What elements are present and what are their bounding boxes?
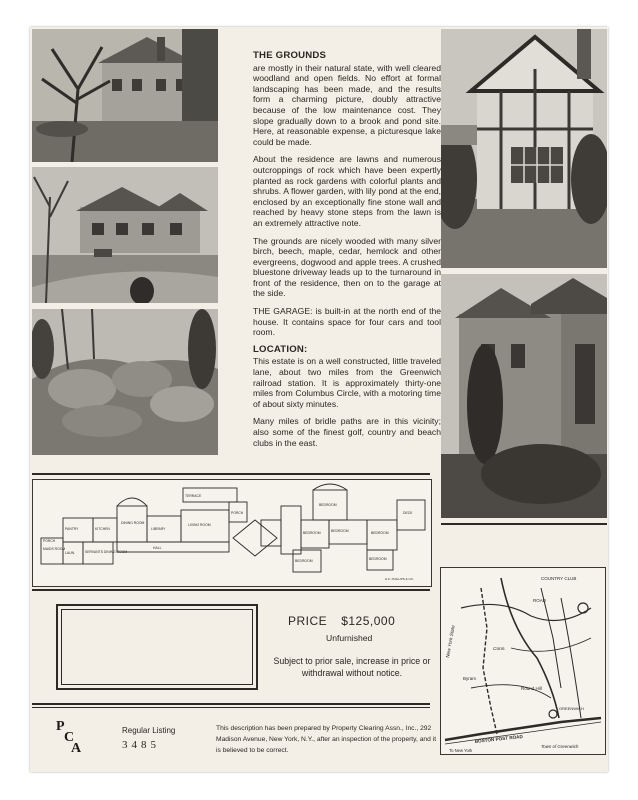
plan-room-label: LIVING ROOM [188, 523, 211, 527]
map-label-town: Town of Greenwich [541, 744, 579, 749]
plan-room-label: TERRACE [185, 494, 202, 498]
map-label-byram: Byram [463, 676, 477, 681]
price-amount: $125,000 [341, 614, 396, 628]
grounds-heading: THE GROUNDS [253, 50, 327, 61]
plan-room-label: PORCH [43, 539, 56, 543]
map-label-round-hill: Round Hill [521, 686, 542, 691]
logo-letter-c: C [64, 730, 75, 745]
pca-logo [54, 717, 84, 753]
blank-photo-frame [56, 604, 258, 690]
plan-credit: H.K. PHILLIPS & CO. [385, 577, 414, 581]
photo-stone-wing [441, 274, 607, 518]
plan-room-label: SERVANTS DINING ROOM [85, 550, 128, 554]
map-label-ny-state: New York State [446, 624, 457, 659]
listing-label: Regular Listing [122, 726, 176, 735]
divider-rule [32, 473, 430, 475]
photo-house-rear [32, 29, 218, 162]
plan-room-label: MAIDS ROOM [43, 547, 66, 551]
price-line [288, 614, 395, 628]
location-paragraph-2: Many miles of bridle paths are in this vicinity; also some of the finest golf, country and beach clubs in the east. [253, 416, 441, 448]
grounds-paragraph-1: are mostly in their natural state, with well cleared woodland and open fields. No effort at formal landscaping has been made, and the results form a charming picture, doubly attractive because of the low maintenance cost. They slope gradually down to a brook and pond site. Here, at reasonable expense, a picturesque lake could be made. [253, 62, 441, 147]
logo-letter-p: P [56, 719, 65, 734]
plan-room-label: LIBRARY [151, 527, 166, 531]
disclaimer-text: This description has been prepared by Property Clearing Assn., Inc., 292 Madison Avenue, New York, N.Y., after an inspection of the property, and it is believed to be correct. [216, 725, 437, 754]
garage-heading: THE GARAGE: [253, 306, 313, 317]
divider-rule [441, 523, 607, 525]
plan-labels [43, 494, 413, 563]
map-label-to-ny: To New York [449, 748, 473, 753]
divider-rule [32, 589, 430, 591]
plan-room-label: BEDROOM [371, 531, 389, 535]
description-column [253, 49, 441, 455]
location-paragraph-1: This estate is on a well constructed, little traveled lane, about two miles from the Greenwich railroad station. It is approximately thirty-one miles from Columbus Circle, with a motoring time of about sixty minutes. [253, 356, 441, 409]
grounds-paragraph-3: The grounds are nicely wooded with many silver birch, beech, maple, cedar, hemlock and other evergreens, dogwood and apple trees. A crushed bluestone driveway leads up to the turnaround in front of the residence, then on to the garage at the side. [253, 235, 441, 299]
map-label-country-club: COUNTRY CLUB [541, 576, 577, 581]
plan-room-label: BEDROOM [331, 529, 349, 533]
location-map [440, 567, 606, 755]
listing-sheet [30, 27, 608, 772]
plan-room-label: LAUN. [65, 551, 75, 555]
map-label-post-road: BOSTON POST ROAD [474, 733, 523, 744]
location-heading: LOCATION: [253, 343, 308, 355]
grounds-paragraph-2: About the residence are lawns and numerous outcroppings of rock which have been expertly planted as rock gardens with colorful plants and shrubs. A flower garden, with lily pond at the end, enclosed by an exceptionally fine stone wall and reached by heavy stone steps from the lawn is an extremely attractive note. [253, 154, 441, 228]
price-label: PRICE [288, 614, 328, 628]
divider-rule [32, 707, 430, 708]
floor-plan [32, 479, 432, 587]
plan-room-label: KITCHEN [95, 527, 110, 531]
map-label-conn: Conn. [493, 647, 506, 652]
furnishing-status: Unfurnished [326, 633, 373, 643]
plan-room-label: BEDROOM [303, 531, 321, 535]
plan-room-label: PORCH [231, 511, 244, 515]
garage-paragraph [253, 306, 441, 338]
plan-room-label: HALL [153, 546, 162, 550]
plan-room-label: BEDROOM [295, 559, 313, 563]
listing-number: 3485 [122, 739, 160, 751]
plan-room-label: DECK [403, 511, 413, 515]
sale-terms: Subject to prior sale, increase in price or withdrawal without notice. [273, 656, 431, 678]
garage-text: is built-in at the north end of the house. It contains space for four cars and tool room. [253, 306, 442, 338]
photo-house-front [32, 167, 218, 303]
photo-rock-garden [32, 309, 218, 455]
plan-room-label: BEDROOM [319, 503, 337, 507]
plan-room-label: DINING ROOM [121, 521, 145, 525]
map-label-road: ROAD [533, 598, 547, 603]
plan-room-label: BEDROOM [369, 557, 387, 561]
logo-letter-a: A [71, 741, 82, 753]
divider-rule [32, 703, 430, 705]
photo-tudor-gable [441, 29, 607, 268]
map-label-greenwich: GREENWICH [559, 706, 584, 711]
plan-room-label: PANTRY [65, 527, 79, 531]
